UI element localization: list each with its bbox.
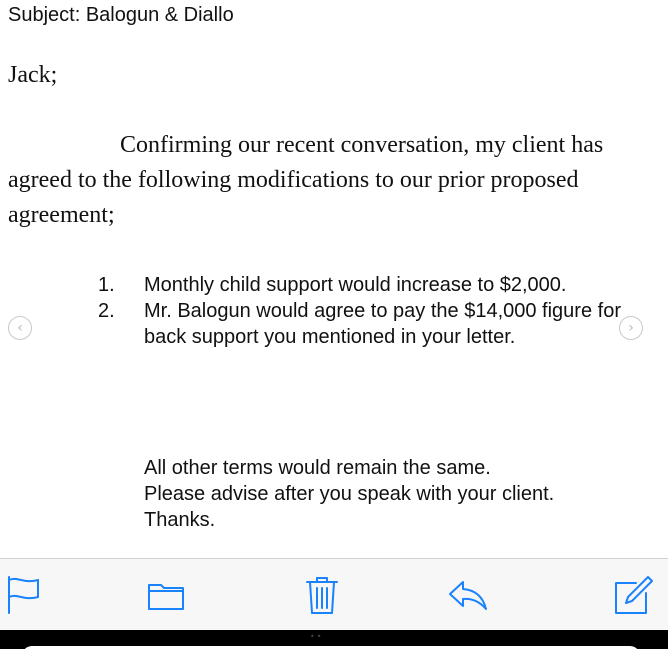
folder-icon <box>144 573 188 617</box>
reply-icon <box>446 573 490 617</box>
email-subject: Subject: Balogun & Diallo <box>8 4 234 26</box>
email-closing <box>144 455 664 533</box>
closing-line: Thanks. <box>144 509 216 531</box>
list-item-number: 1. <box>98 274 115 296</box>
closing-line: All other terms would remain the same. <box>144 457 491 479</box>
modification-list <box>98 272 658 350</box>
paragraph-text: Confirming our recent conversation, my client has agreed to the following modifications to our prior proposed agreement; <box>8 132 604 228</box>
reply-button[interactable] <box>446 573 490 617</box>
move-folder-button[interactable] <box>144 573 188 617</box>
flag-icon <box>2 573 46 617</box>
list-item <box>98 272 658 298</box>
list-item-text: Mr. Balogun would agree to pay the $14,000 figure for back support you mentioned in your letter. <box>144 300 621 348</box>
closing-line: Please advise after you speak with your client. <box>144 483 555 505</box>
email-salutation: Jack; <box>8 62 58 88</box>
page-dots: •• <box>310 632 324 641</box>
flag-button[interactable] <box>2 573 46 617</box>
chevron-left-icon[interactable]: ‹ <box>8 316 32 340</box>
mail-toolbar <box>0 558 668 631</box>
compose-button[interactable] <box>610 573 654 617</box>
compose-icon <box>610 573 654 617</box>
list-item-text: Monthly child support would increase to $2,000. <box>144 274 567 296</box>
bottom-pill <box>22 646 640 666</box>
trash-icon <box>300 573 344 617</box>
list-item <box>98 298 658 350</box>
email-paragraph <box>8 128 658 233</box>
list-item-number: 2. <box>98 300 115 322</box>
chevron-right-icon[interactable]: › <box>619 316 643 340</box>
delete-button[interactable] <box>300 573 344 617</box>
